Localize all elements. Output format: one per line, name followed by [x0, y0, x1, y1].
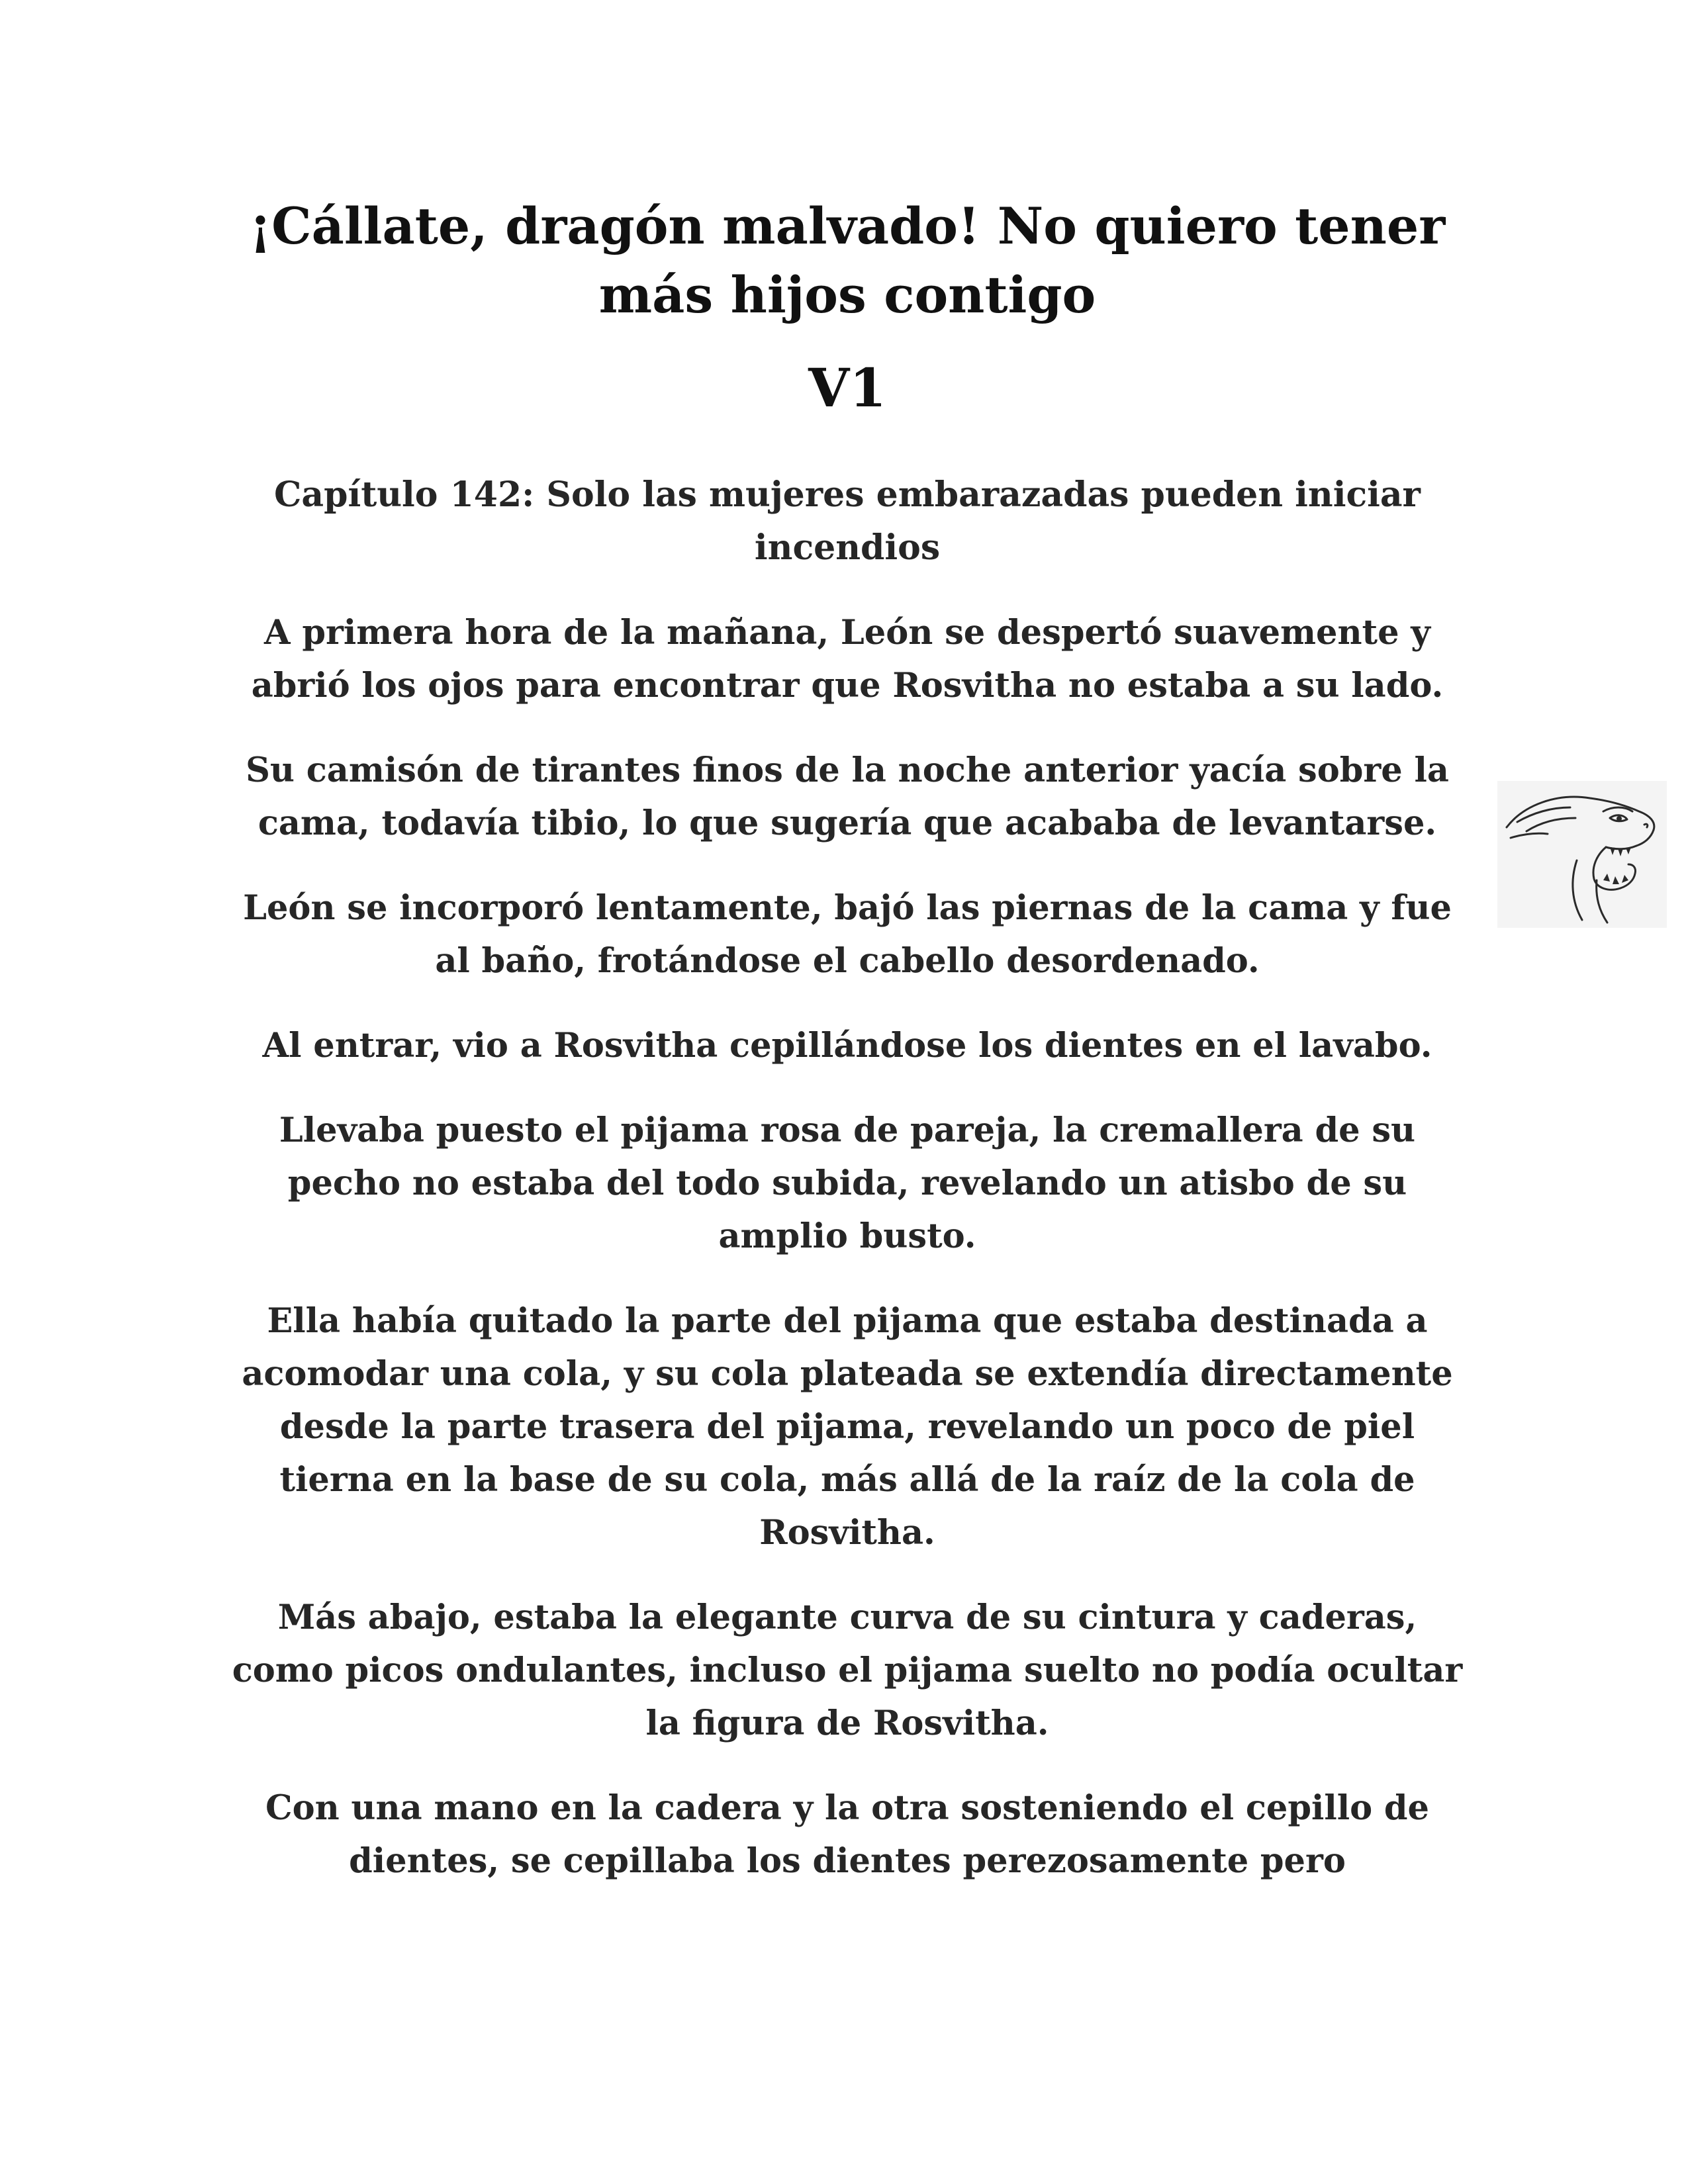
volume-label: V1	[808, 357, 886, 419]
paragraph-7: Más abajo, estaba la elegante curva de su cintura y caderas, como picos ondulantes, incluso el pijama suelto no podía ocultar la figura de Rosvitha.	[232, 1598, 1463, 1743]
title-line-2: más hijos contigo	[598, 265, 1096, 324]
paragraph-3: León se incorporó lentamente, bajó las piernas de la cama y fue al baño, frotándose el cabello desordenado.	[243, 888, 1452, 981]
paragraph-4: Al entrar, vio a Rosvitha cepillándose los dientes en el lavabo.	[262, 1026, 1432, 1066]
title-line-1: ¡Cállate, dragón malvado! No quiero tener	[249, 197, 1446, 255]
paragraph-5: Llevaba puesto el pijama rosa de pareja, la cremallera de su pecho no estaba del todo subida, revelando un atisbo de su amplio busto.	[279, 1111, 1416, 1256]
dragon-head-sketch-icon	[1497, 781, 1667, 928]
paragraph-6: Ella había quitado la parte del pijama que estaba destinada a acomodar una cola, y su cola plateada se extendía directamente desde la parte trasera del pijama, revelando un poco de piel tierna en la base de su cola, más allá de la raíz de la cola de Rosvitha.	[242, 1301, 1453, 1553]
document-title	[225, 192, 1470, 330]
chapter-heading: Capítulo 142: Solo las mujeres embarazadas pueden iniciar incendios	[274, 475, 1421, 568]
document-page	[225, 192, 1470, 1888]
paragraph-2: Su camisón de tirantes finos de la noche anterior yacía sobre la cama, todavía tibio, lo que sugería que acababa de levantarse.	[246, 751, 1449, 843]
paragraph-8: Con una mano en la cadera y la otra sosteniendo el cepillo de dientes, se cepillaba los dientes perezosamente pero	[265, 1788, 1429, 1881]
paragraph-1: A primera hora de la mañana, León se despertó suavemente y abrió los ojos para encontrar que Rosvitha no estaba a su lado.	[251, 613, 1444, 705]
